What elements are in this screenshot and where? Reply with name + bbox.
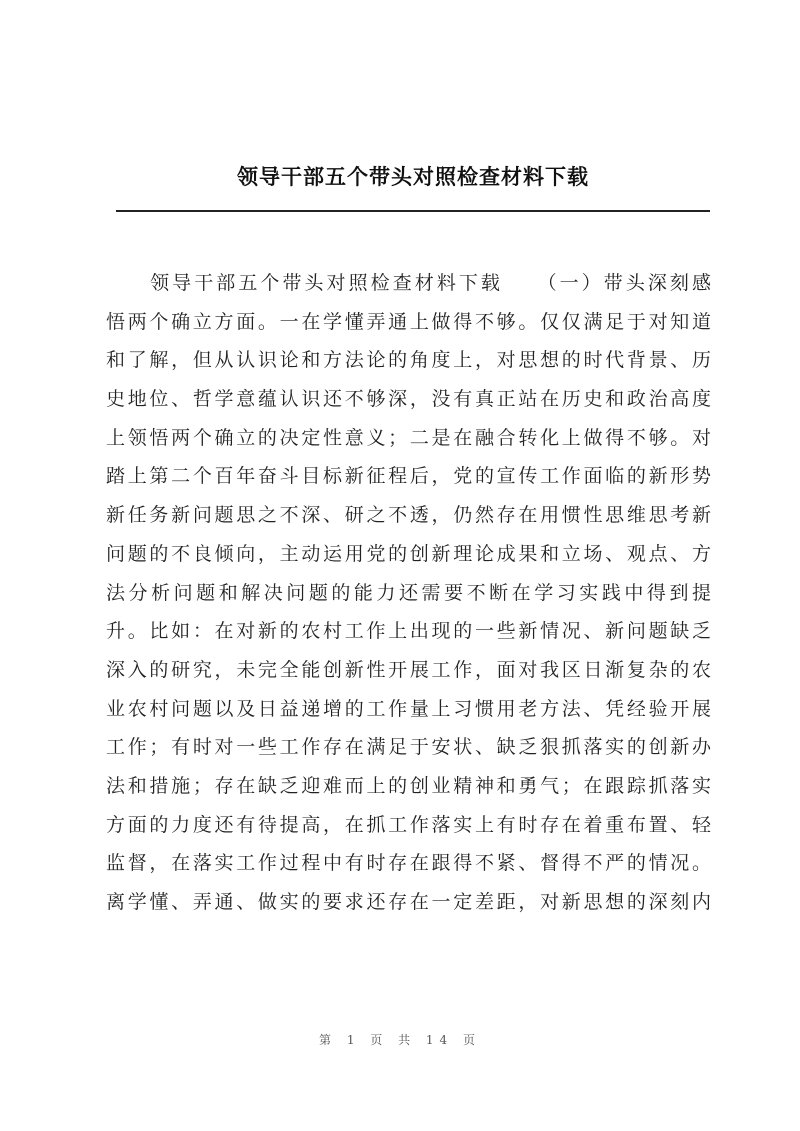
body-line: 深入的研究，未完全能创新性开展工作，面对我区日渐复杂的农: [106, 658, 711, 681]
body-line: 监督，在落实工作过程中有时存在跟得不紧、督得不严的情况。: [106, 852, 711, 875]
body-line: 领导干部五个带头对照检查材料下载 （一）带头深刻感: [106, 272, 711, 294]
body-line: 工作；有时对一些工作存在满足于安状、缺乏狠抓落实的创新办: [106, 736, 711, 759]
body-line: 新任务新问题思之不深、研之不透，仍然存在用惯性思维思考新: [106, 504, 711, 527]
document-title: 领导干部五个带头对照检查材料下载: [237, 164, 589, 189]
body-line: 踏上第二个百年奋斗目标新征程后，党的宣传工作面临的新形势: [106, 465, 711, 488]
body-line: 和了解，但从认识论和方法论的角度上，对思想的时代背景、历: [106, 349, 711, 372]
body-line: 悟两个确立方面。一在学懂弄通上做得不够。仅仅满足于对知道: [106, 310, 711, 333]
body-line: 业农村问题以及日益递增的工作量上习惯用老方法、凭经验开展: [106, 697, 711, 720]
body-line: 法分析问题和解决问题的能力还需要不断在学习实践中得到提: [106, 581, 711, 604]
body-line: 离学懂、弄通、做实的要求还存在一定差距，对新思想的深刻内: [106, 891, 711, 913]
body-line: 问题的不良倾向，主动运用党的创新理论成果和立场、观点、方: [106, 542, 711, 565]
body-line: 升。比如：在对新的农村工作上出现的一些新情况、新问题缺乏: [106, 620, 711, 643]
page-number-footer: 第 1 页 共 14 页: [319, 1033, 481, 1047]
body-line: 史地位、哲学意蕴认识还不够深，没有真正站在历史和政治高度: [106, 388, 711, 411]
body-line: 方面的力度还有待提高，在抓工作落实上有时存在着重布置、轻: [106, 813, 711, 836]
body-line: 法和措施；存在缺乏迎难而上的创业精神和勇气；在跟踪抓落实: [106, 774, 711, 797]
document-body: [106, 264, 711, 922]
title-divider: [116, 210, 710, 212]
body-line: 上领悟两个确立的决定性意义；二是在融合转化上做得不够。对: [106, 426, 711, 449]
